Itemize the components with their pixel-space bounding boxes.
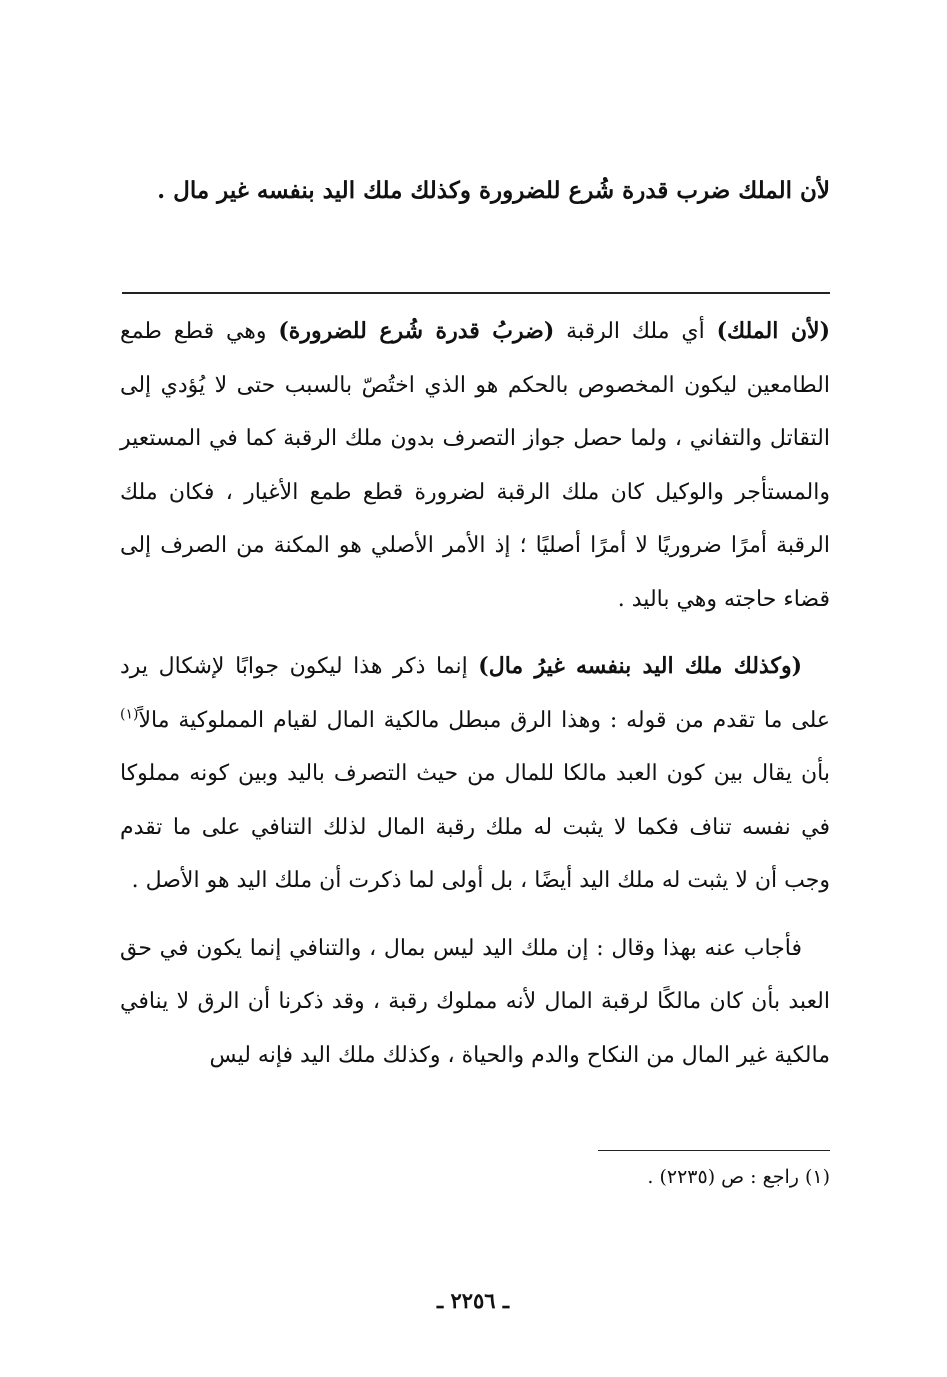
matn-line-2: مال .	[157, 177, 210, 204]
footnote	[420, 1160, 830, 1194]
page-number: ـ ٢٢٥٦ ـ	[436, 1288, 510, 1313]
sharh-p3-text: فأجاب عنه بهذا وقال : إن ملك اليد ليس بمال ، والتنافي إنما يكون في حق العبد بأن كان مالكًا لرقبة المال لأنه مملوك رقبة ، وقد ذكرنا أن الرق لا ينافي مالكية غير المال من النكاح والدم والحياة ، وكذلك ملك اليد فإنه ليس	[120, 935, 830, 1068]
matn-text	[120, 160, 830, 222]
sharh-commentary	[120, 305, 830, 1096]
sharh-paragraph-2	[120, 640, 830, 908]
sharh-p1-text-1: أي ملك الرقبة	[554, 319, 717, 344]
matn-separator-rule	[122, 292, 830, 294]
sharh-p2-text-1: إنما ذكر هذا ليكون جوابًا لإشكال يرد على ما تقدم من قوله : وهذا الرق مبطل مالكية المال لقيام المملوكية مالاً	[120, 654, 830, 733]
sharh-p1-text-2: وهي قطع طمع الطامعين ليكون المخصوص بالحكم هو الذي اختُصّ بالسبب حتى لا يُؤدي إلى التقاتل والتفاني ، ولما حصل جواز التصرف بدون ملك الرقبة كما في المستعير والمستأجر والوكيل كان ملك الرقبة لضرورة قطع طمع الأغيار ، فكان ملك الرقبة أمرًا ضروريًا لا أمرًا أصليًا ؛ إذ الأمر الأصلي هو المكنة من الصرف إلى قضاء حاجته وهي باليد .	[120, 319, 830, 612]
footnote-text: (١) راجع : ص (٢٢٣٥) .	[647, 1166, 830, 1188]
lemma-2: (ضربُ قدرة شُرع للضرورة)	[278, 318, 555, 344]
sharh-paragraph-1	[120, 305, 830, 626]
lemma-3: (وكذلك ملك اليد بنفسه غيرُ مال)	[478, 653, 802, 679]
footnote-reference: (١)	[120, 706, 139, 723]
footnote-separator-rule	[598, 1150, 830, 1151]
matn-line-1: لأن الملك ضرب قدرة شُرع للضرورة وكذلك ملك اليد بنفسه غير	[217, 177, 830, 204]
lemma-1: (لأن الملك)	[716, 318, 830, 344]
sharh-p2-text-2: بأن يقال بين كون العبد مالكا للمال من حيث التصرف باليد وبين كونه مملوكا في نفسه تناف فكما لا يثبت له ملك رقبة المال لذلك التنافي على ما تقدم وجب أن لا يثبت له ملك اليد أيضًا ، بل أولى لما ذكرت أن ملك اليد هو الأصل .	[120, 761, 830, 893]
sharh-paragraph-3	[120, 922, 830, 1083]
